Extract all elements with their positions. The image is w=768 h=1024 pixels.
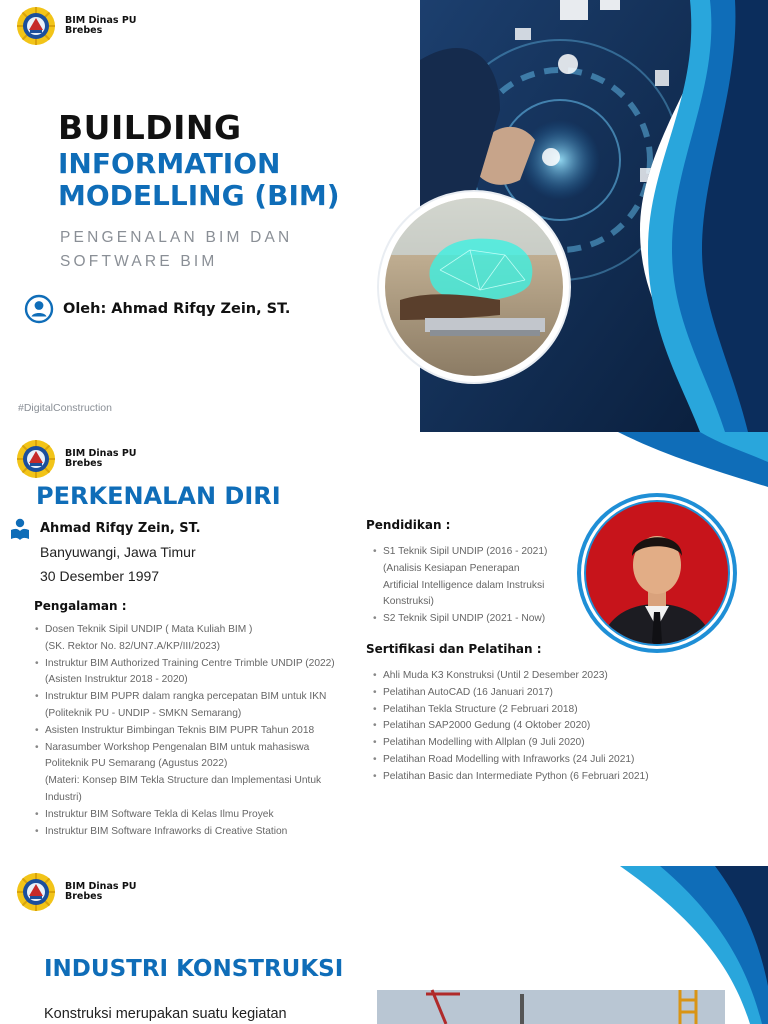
section-heading: INDUSTRI KONSTRUKSI xyxy=(44,956,344,982)
list-item-text: Dosen Teknik Sipil UNDIP ( Mata Kuliah BIM ) xyxy=(45,624,253,635)
experience-list xyxy=(34,622,364,840)
list-item-subtext: (Analisis Kesiapan Penerapan xyxy=(383,562,520,574)
org-name: BIM Dinas PU Brebes xyxy=(65,881,137,902)
title-line-2: INFORMATION MODELLING (BIM) xyxy=(58,147,340,212)
logo-emblem-icon xyxy=(16,439,56,479)
birthdate: 30 Desember 1997 xyxy=(40,568,160,584)
certification-list xyxy=(372,668,752,786)
org-name: BIM Dinas PU Brebes xyxy=(65,448,137,469)
list-item-text: S2 Teknik Sipil UNDIP (2021 - Now) xyxy=(383,613,546,625)
title-line-1: BUILDING xyxy=(58,108,242,147)
profile-name: Ahmad Rifqy Zein, ST. xyxy=(40,521,201,536)
list-item-subtext: (Politeknik PU - UNDIP - SMKN Semarang) xyxy=(45,707,242,719)
list-item xyxy=(34,723,364,740)
header-logo xyxy=(16,872,145,912)
education-title: Pendidikan : xyxy=(366,518,451,532)
list-item-text: Instruktur BIM PUPR dalam rangka percepatan BIM untuk IKN xyxy=(45,691,327,703)
list-item-subtext: Politeknik PU Semarang (Agustus 2022) xyxy=(45,758,228,770)
list-item-text: Instruktur BIM Software Tekla di Kelas Ilmu Proyek xyxy=(45,808,274,820)
list-item xyxy=(34,807,364,824)
list-item-text: Instruktur BIM Software Infraworks di Creative Station xyxy=(45,825,288,837)
list-item-text: Asisten Instruktur Bimbingan Teknis BIM PUPR Tahun 2018 xyxy=(45,724,315,736)
list-item xyxy=(34,689,364,723)
slide-title xyxy=(0,0,768,432)
body-text: Konstruksi merupakan suatu kegiatan xyxy=(44,1006,287,1022)
list-item xyxy=(372,685,752,702)
list-item-text: Instruktur BIM Authorized Training Centre Trimble UNDIP (2022) xyxy=(45,657,335,669)
birthplace: Banyuwangi, Jawa Timur xyxy=(40,544,196,560)
author-row xyxy=(24,294,290,324)
certification-title: Sertifikasi dan Pelatihan : xyxy=(366,642,542,656)
logo-emblem-icon xyxy=(16,872,56,912)
list-item-text: Ahli Muda K3 Konstruksi (Until 2 Desember 2023) xyxy=(383,670,608,681)
hero-decoration xyxy=(0,0,768,432)
list-item-text: Pelatihan SAP2000 Gedung (4 Oktober 2020) xyxy=(383,720,591,732)
section-heading: PERKENALAN DIRI xyxy=(36,482,281,510)
education-list xyxy=(372,544,582,628)
experience-title: Pengalaman : xyxy=(34,599,127,613)
list-item xyxy=(372,769,752,786)
slide-profile xyxy=(0,432,768,866)
list-item xyxy=(372,702,752,719)
logo-emblem-icon xyxy=(16,6,56,46)
list-item-text: Pelatihan Basic dan Intermediate Python (6 Februari 2021) xyxy=(383,770,649,782)
construction-photo xyxy=(377,990,725,1024)
list-item-subtext: (SK. Rektor No. 82/UN7.A/KP/III/2023) xyxy=(45,640,220,652)
list-item xyxy=(34,656,364,690)
slide-industry xyxy=(0,866,768,1024)
list-item-text: Pelatihan Road Modelling with Infraworks (24 Juli 2021) xyxy=(383,753,635,765)
org-name: BIM Dinas PU Brebes xyxy=(65,15,137,36)
list-item xyxy=(34,740,364,807)
list-item-subtext: (Asisten Instruktur 2018 - 2020) xyxy=(45,674,188,686)
list-item xyxy=(372,752,752,769)
list-item-text: Narasumber Workshop Pengenalan BIM untuk mahasiswa xyxy=(45,741,310,753)
list-item-text: Pelatihan Tekla Structure (2 Februari 2018) xyxy=(383,703,578,715)
list-item xyxy=(34,622,364,656)
author-name: Oleh: Ahmad Rifqy Zein, ST. xyxy=(63,301,291,317)
person-reading-icon xyxy=(8,517,32,541)
list-item-subtext: (Materi: Konsep BIM Tekla Structure dan Implementasi Untuk xyxy=(45,775,322,787)
list-item xyxy=(372,735,752,752)
circle-photo xyxy=(378,191,570,383)
subtitle: PENGENALAN BIM DAN SOFTWARE BIM xyxy=(60,229,293,270)
header-logo xyxy=(16,439,145,479)
list-item-subtext: Industri) xyxy=(45,791,82,803)
list-item-text: S1 Teknik Sipil UNDIP (2016 - 2021) xyxy=(383,546,548,557)
user-circle-icon xyxy=(24,294,54,324)
hashtag: #DigitalConstruction xyxy=(18,402,112,414)
list-item-text: Pelatihan AutoCAD (16 Januari 2017) xyxy=(383,686,553,698)
list-item xyxy=(372,718,752,735)
list-item-subtext: Artificial Intelligence dalam Instruksi xyxy=(383,579,545,591)
list-item xyxy=(372,668,752,685)
list-item-subtext: Konstruksi) xyxy=(383,596,434,608)
list-item xyxy=(34,824,364,841)
header-logo xyxy=(16,6,145,46)
list-item xyxy=(372,544,582,611)
list-item xyxy=(372,611,582,628)
list-item-text: Pelatihan Modelling with Allplan (9 Juli 2020) xyxy=(383,737,585,749)
